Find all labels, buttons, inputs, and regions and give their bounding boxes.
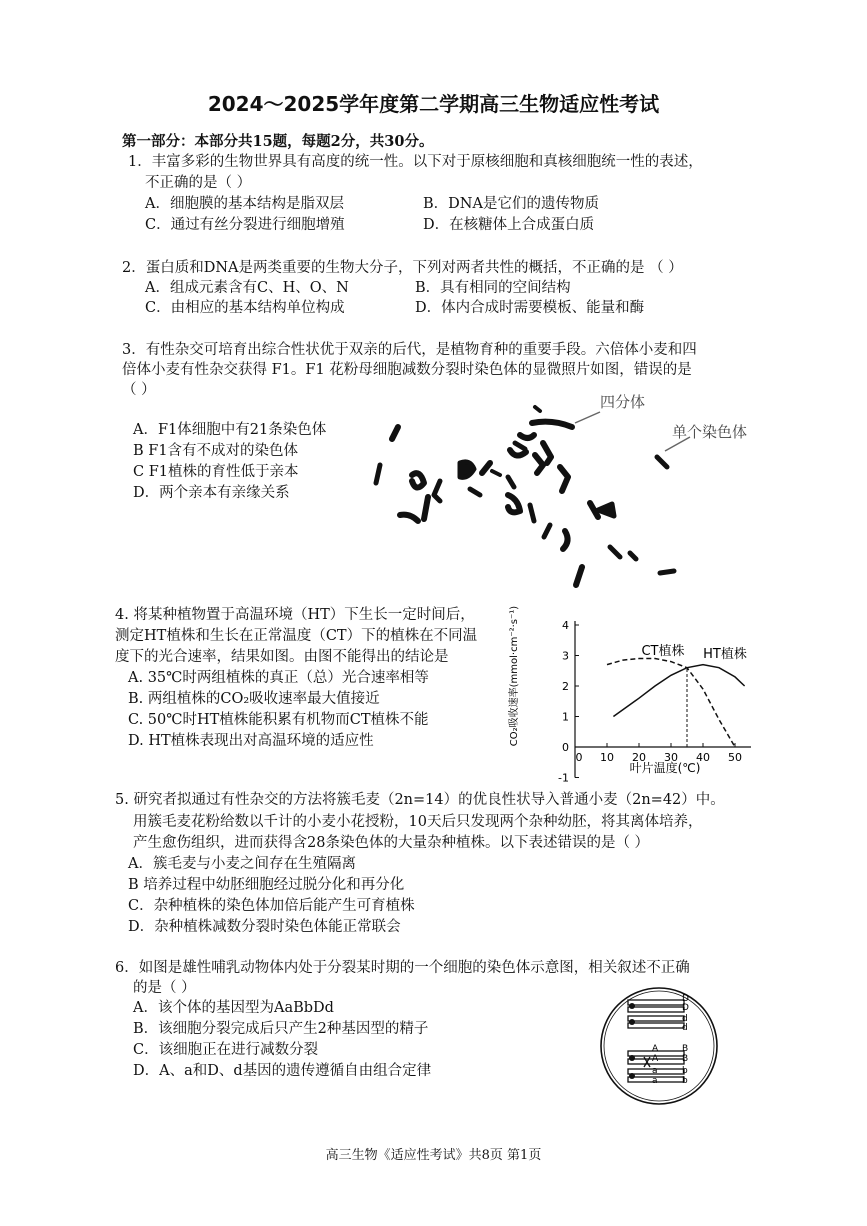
q5-stem-cont: 用簇毛麦花粉给数以千计的小麦小花授粉，10天后只发现两个杂种幼胚，将其离体培养， [133,814,703,830]
q5-stem-cont2: 产生愈伤组织，进而获得含28条染色体的大量杂种植株。以下表述错误的是（ ） [133,835,650,851]
chart-ylabel: CO₂吸收速率(mmol·cm⁻²·s⁻¹) [509,605,520,747]
exam-title: 2024～2025学年度第二学期高三生物适应性考试 [207,92,660,116]
q2-option-b[interactable]: B．具有相同的空间结构 [415,280,571,296]
q5-option-b[interactable]: B 培养过程中幼胚细胞经过脱分化和再分化 [128,877,405,893]
q4-option-c[interactable]: C. 50℃时HT植株能积累有机物而CT植株不能 [128,712,429,728]
q2-option-a[interactable]: A．组成元素含有C、H、O、N [145,280,349,296]
x-tick-label: 50 [728,751,742,764]
q2-stem: 2．蛋白质和DNA是两类重要的生物大分子，下列对两者共性的概括，不正确的是 （ ） [122,260,683,276]
cell-chromosome-diagram [598,985,720,1107]
q2-option-d[interactable]: D．体内合成时需要模板、能量和酶 [415,300,645,316]
q3-option-d[interactable]: D．两个亲本有亲缘关系 [133,485,290,501]
tetrad-label: 四分体 [600,393,646,411]
x-tick-label: 30 [664,751,678,764]
q5-option-a[interactable]: A．簇毛麦与小麦之间存在生殖隔离 [128,856,356,872]
gene-label-d4: d [682,1023,688,1033]
gene-label-d2: D [682,1003,689,1013]
q1-stem: 1．丰富多彩的生物世界具有高度的统一性。以下对于原核细胞和真核细胞统一性的表述， [128,154,703,170]
chart-xlabel: 叶片温度(℃) [629,761,701,775]
q5-stem: 5. 研究者拟通过有性杂交的方法将簇毛麦（2n=14）的优良性状导入普通小麦（2n=42）中。 [115,792,725,808]
gene-label-b3: b [682,1066,688,1076]
y-tick-label: 4 [562,619,569,632]
chromosome-micrograph [360,385,780,595]
q4-stem-cont: 测定HT植株和生长在正常温度（CT）下的植株在不同温 [115,628,478,644]
q1-option-d[interactable]: D．在核糖体上合成蛋白质 [423,217,595,233]
gene-label-d3: d [682,1014,688,1024]
q1-option-a[interactable]: A．细胞膜的基本结构是脂双层 [145,196,344,212]
legend-ht: HT植株 [703,647,747,662]
q4-option-b[interactable]: B. 两组植株的CO₂吸收速率最大值接近 [128,691,380,707]
q3-stem-cont: 倍体小麦有性杂交获得 F1。F1 花粉母细胞减数分裂时染色体的显微照片如图，错误的是 [122,362,692,378]
gene-label-a2: A [652,1054,659,1064]
single-chromosome-label: 单个染色体 [672,423,748,441]
q1-stem-cont: 不正确的是（ ） [145,175,252,191]
q6-stem-cont: 的是（ ） [133,980,196,996]
q3-stem: 3．有性杂交可培育出综合性状优于双亲的后代，是植物育种的重要手段。六倍体小麦和四 [122,342,697,358]
gene-label-a3: a [652,1066,658,1076]
q5-option-d[interactable]: D．杂种植株减数分裂时染色体能正常联会 [128,919,401,935]
q4-stem-cont2: 度下的光合速率，结果如图。由图不能得出的结论是 [115,649,449,665]
q6-option-b[interactable]: B．该细胞分裂完成后只产生2种基因型的精子 [133,1021,429,1037]
series-line-0 [607,659,735,748]
y-tick-label: 2 [562,680,569,693]
y-tick-label: 1 [562,710,569,724]
q1-option-b[interactable]: B．DNA是它们的遗传物质 [423,196,599,212]
x-tick-label: 40 [696,751,710,764]
gene-label-b4: b [682,1076,688,1086]
page-footer: 高三生物《适应性考试》共8页 第1页 [325,1148,542,1163]
gene-label-a1: A [652,1044,659,1054]
q4-option-a[interactable]: A. 35℃时两组植株的真正（总）光合速率相等 [128,670,429,686]
y-tick-label: 3 [562,649,569,663]
gene-label-b1: B [682,1044,689,1054]
q3-stem-cont2: （ ） [122,382,156,398]
q5-option-c[interactable]: C．杂种植株的染色体加倍后能产生可育植株 [128,898,415,914]
q6-option-a[interactable]: A．该个体的基因型为AaBbDd [133,1000,334,1016]
x-tick-label: 0 [575,751,583,764]
legend-ct: CT植株 [641,644,685,659]
y-tick-label: -1 [558,771,569,785]
photosynthesis-chart [509,600,765,785]
series-line-1 [613,665,744,717]
q4-option-d[interactable]: D. HT植株表现出对高温环境的适应性 [128,733,374,749]
x-tick-label: 10 [600,751,614,764]
y-tick-label: 0 [562,741,569,754]
gene-label-a4: a [652,1076,658,1086]
q3-option-a[interactable]: A．F1体细胞中有21条染色体 [133,422,327,438]
gene-label-b2: B [682,1054,689,1064]
q1-option-c[interactable]: C．通过有丝分裂进行细胞增殖 [145,217,345,233]
x-tick-label: 20 [632,751,646,764]
q6-stem: 6．如图是雄性哺乳动物体内处于分裂某时期的一个细胞的染色体示意图，相关叙述不正确 [115,960,690,976]
section-heading: 第一部分：本部分共15题，每题2分，共30分。 [122,133,434,150]
gene-label-d1: D [682,994,689,1004]
q2-option-c[interactable]: C．由相应的基本结构单位构成 [145,300,345,316]
q6-option-d[interactable]: D．A、a和D、d基因的遗传遵循自由组合定律 [133,1063,432,1079]
q3-option-c[interactable]: C F1植株的育性低于亲本 [133,464,299,480]
q6-option-c[interactable]: C．该细胞正在进行减数分裂 [133,1042,319,1058]
q3-option-b[interactable]: B F1含有不成对的染色体 [133,443,299,459]
q4-stem: 4. 将某种植物置于高温环境（HT）下生长一定时间后， [115,607,475,623]
